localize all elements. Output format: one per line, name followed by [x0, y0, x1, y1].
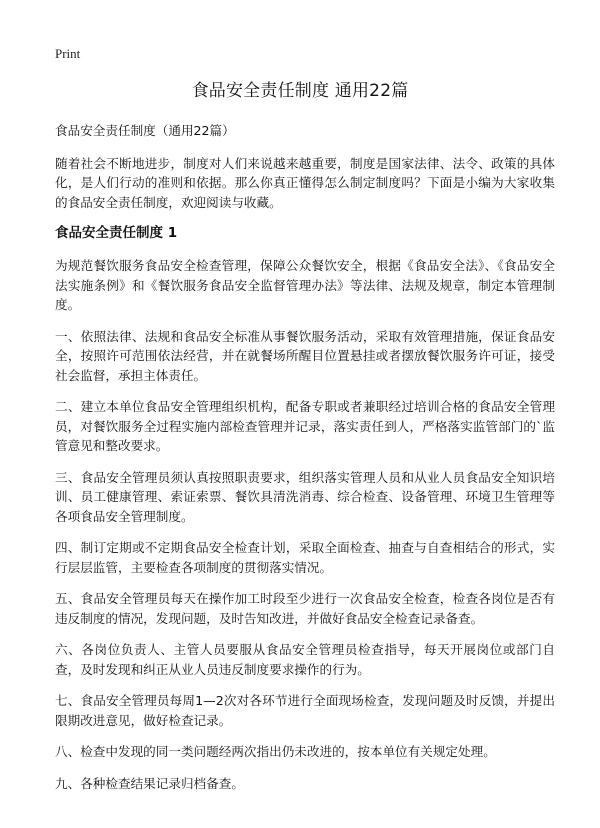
paragraph: 一、依照法律、法规和食品安全标准从事餐饮服务活动，采取有效管理措施，保证食品安全，按照许可范围依法经营，并在就餐场所醒目位置悬挂或者摆放餐饮服务许可证，接受社会监督，承担主体责任。: [55, 328, 555, 383]
paragraph: 五、食品安全管理员每天在操作加工时段至少进行一次食品安全检查，检查各岗位是否有违反制度的情况，发现问题，及时告知改进，并做好食品安全检查记录备查。: [55, 591, 555, 626]
paragraph: 九、各种检查结果记录归档备查。: [55, 775, 244, 791]
paragraph: 六、各岗位负责人、主管人员要服从食品安全管理员检查指导，每天开展岗位或部门自查，及时发现和纠正从业人员违反制度要求操作的行为。: [55, 642, 555, 677]
print-link[interactable]: Print: [55, 46, 81, 61]
paragraph: 七、食品安全管理员每周1—2次对各环节进行全面现场检查，发现问题及时反馈，并提出限期改进意见，做好检查记录。: [55, 693, 555, 728]
article-body: [55, 121, 555, 805]
article-subtitle: 食品安全责任制度（通用22篇）: [55, 123, 235, 138]
page-title: 食品安全责任制度 通用22篇: [191, 81, 409, 101]
intro-paragraph: 随着社会不断地进步，制度对人们来说越来越重要，制度是国家法律、法令、政策的具体化，是人们行动的准则和依据。那么你真正懂得怎么制定制度吗？下面是小编为大家收集的食品安全责任制度，欢迎阅读与收藏。: [55, 155, 555, 210]
paragraph: 三、食品安全管理员须认真按照职责要求，组织落实管理人员和从业人员食品安全知识培训、员工健康管理、索证索票、餐饮具清洗消毒、综合检查、设备管理、环境卫生管理等各项食品安全管理制度。: [55, 469, 555, 524]
section-heading: 食品安全责任制度 1: [55, 225, 178, 241]
paragraph: 为规范餐饮服务食品安全检查管理，保障公众餐饮安全，根据《食品安全法》、《食品安全法实施条例》和《餐饮服务食品安全监督管理办法》等法律、法规及规章，制定本管理制度。: [55, 258, 555, 312]
paragraph: 四、制订定期或不定期食品安全检查计划，采取全面检查、抽查与自查相结合的形式，实行层层监管，主要检查各项制度的贯彻落实情况。: [55, 540, 555, 575]
paragraph: 八、检查中发现的同一类问题经两次指出仍未改进的，按本单位有关规定处理。: [55, 744, 496, 759]
paragraph: 二、建立本单位食品安全管理组织机构，配备专职或者兼职经过培训合格的食品安全管理员，对餐饮服务全过程实施内部检查管理并记录，落实责任到人，严格落实监管部门的`监管意见和整改要求。: [55, 399, 555, 453]
